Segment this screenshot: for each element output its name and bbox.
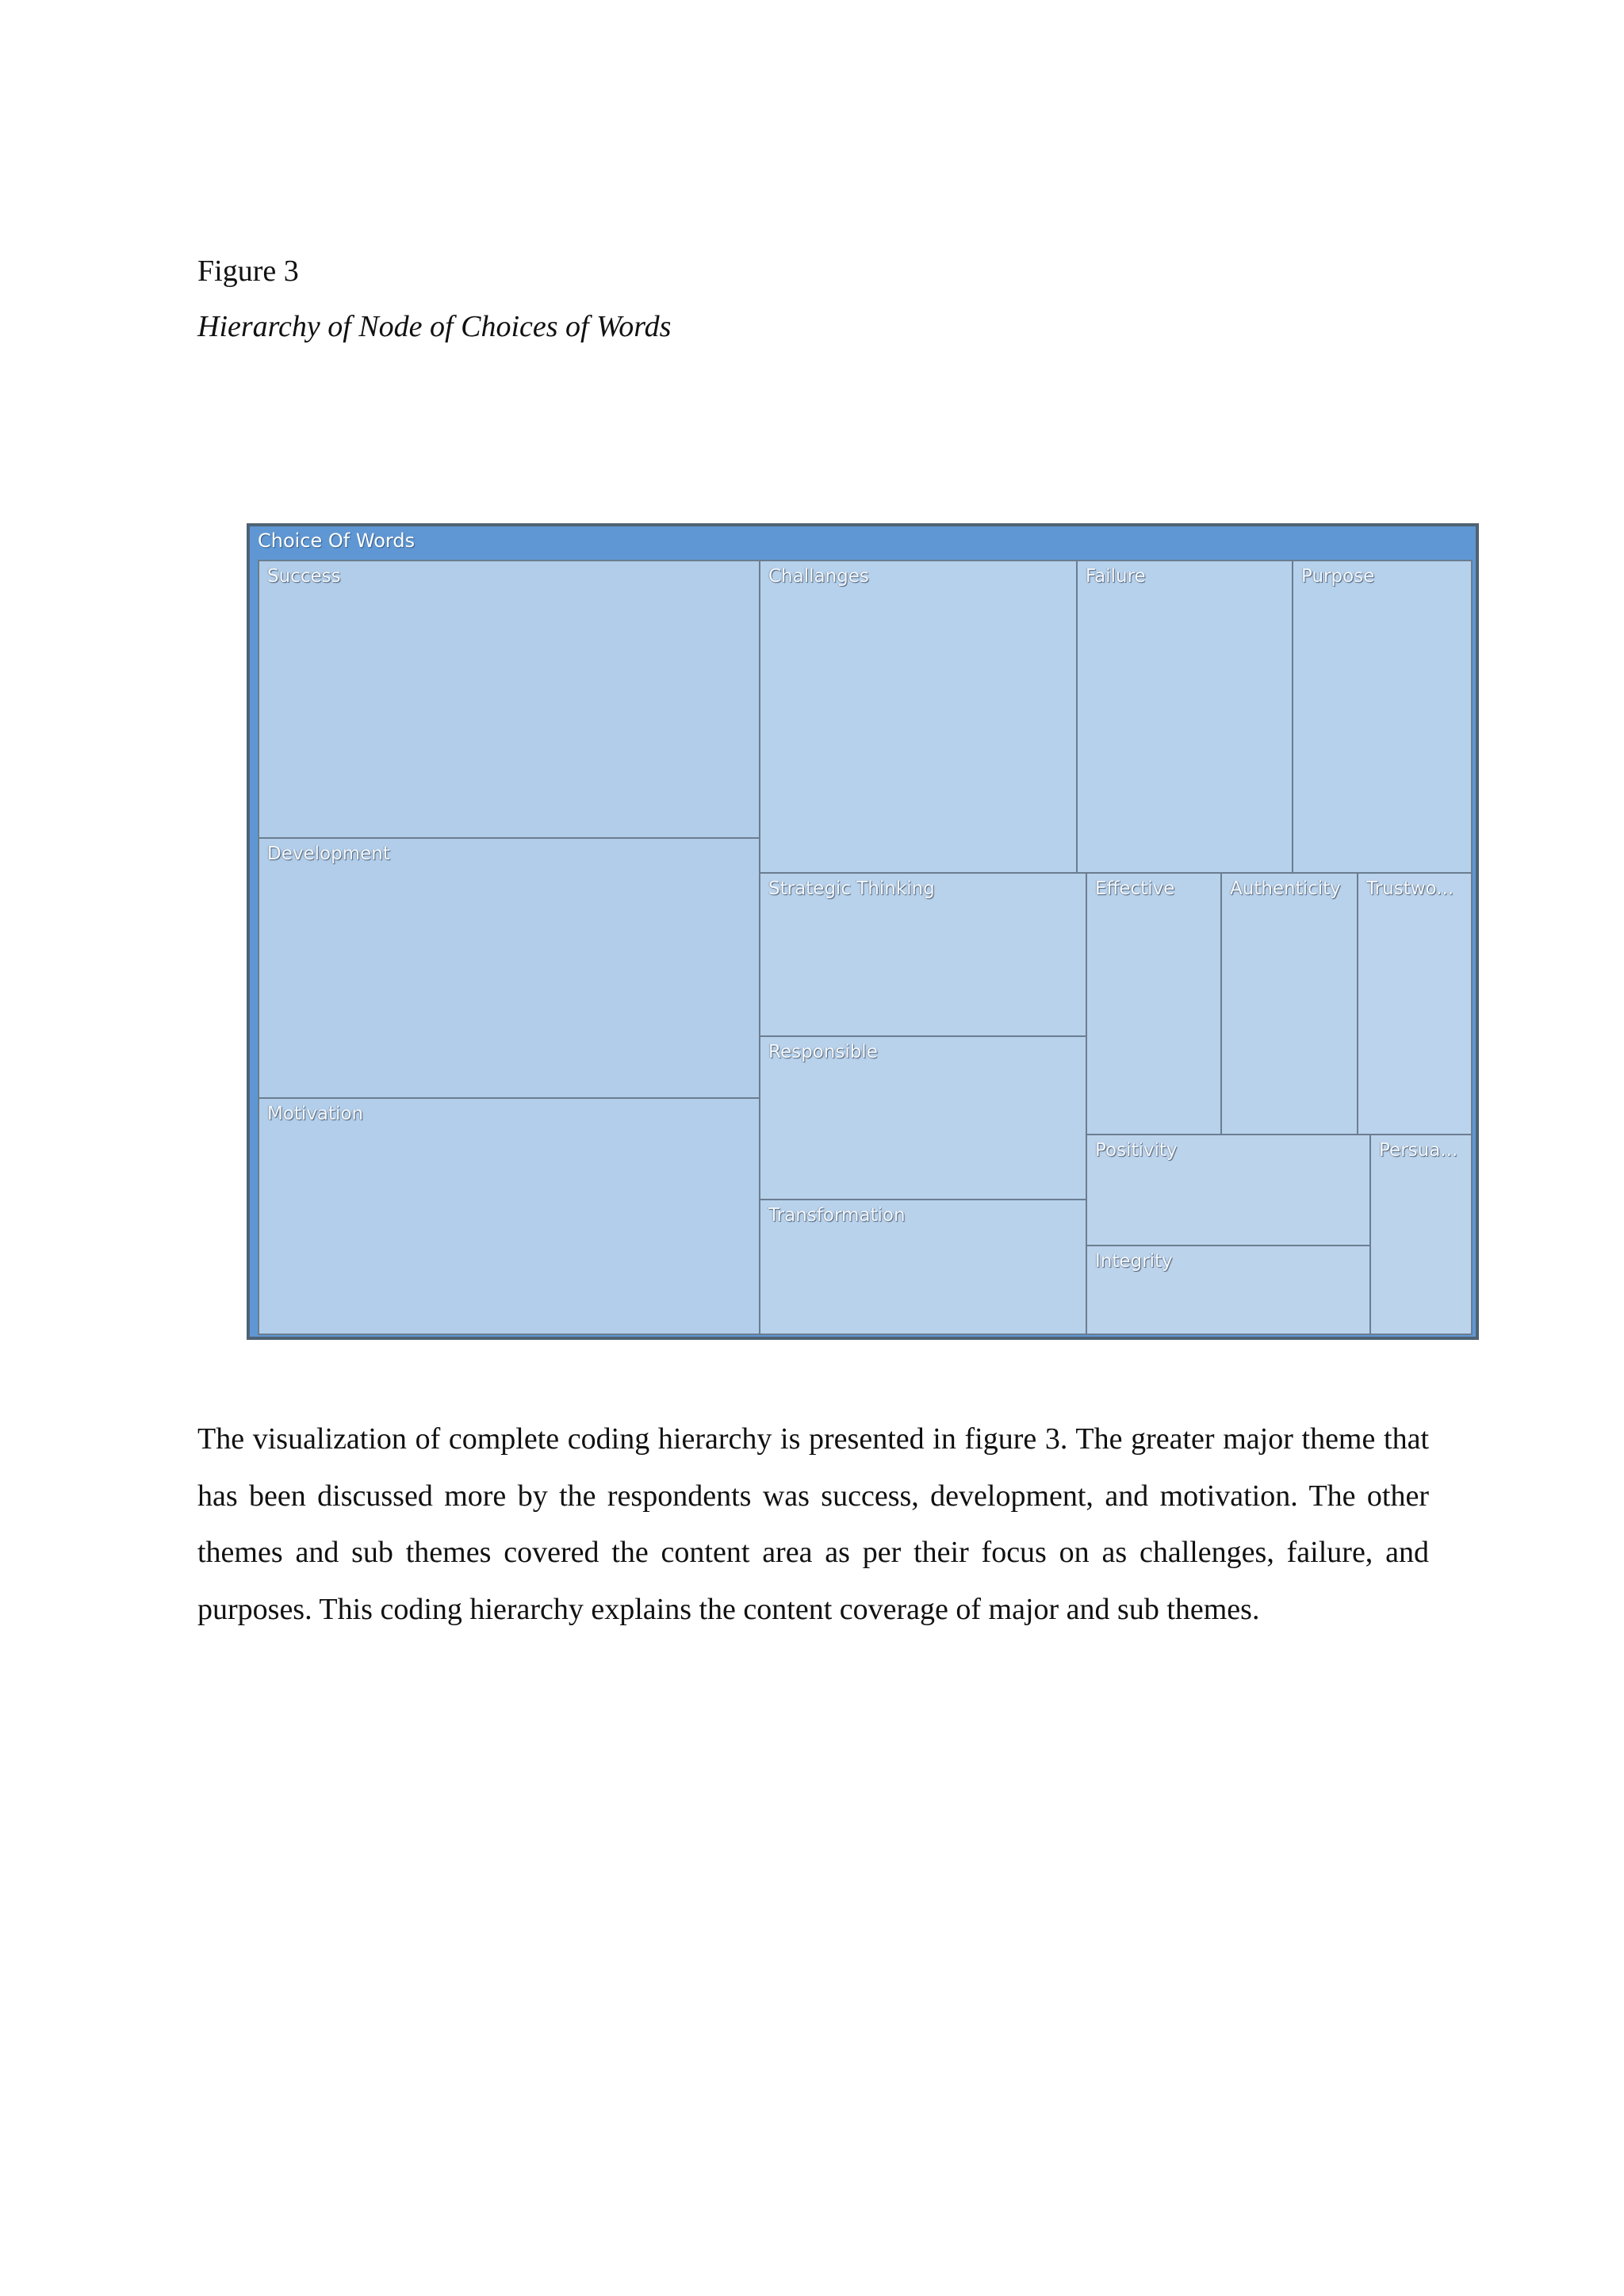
treemap-cell-label: Positivity xyxy=(1095,1140,1178,1161)
treemap-cell-purpose xyxy=(1292,560,1473,874)
treemap-cell-label: Effective xyxy=(1095,878,1175,899)
treemap-cell-label: Development xyxy=(267,844,390,864)
treemap-cell-failure xyxy=(1076,560,1293,874)
treemap-cell-success xyxy=(258,560,760,839)
treemap-cell-label: Trustwo... xyxy=(1366,878,1454,899)
body-paragraph: The visualization of complete coding hierarchy is presented in figure 3. The greater major theme that has been discussed more by the respondents was success, development, and motivation. The other themes and sub themes covered the content area as per their focus on as challenges, failure, and purposes. This coding hierarchy explains the content coverage of major and sub themes. xyxy=(197,1422,1429,1626)
treemap-cell-label: Failure xyxy=(1086,566,1146,587)
treemap-chart xyxy=(247,523,1479,1340)
treemap-cell-label: Authenticity xyxy=(1230,878,1341,899)
treemap-cell-transformation xyxy=(759,1199,1087,1335)
treemap-cell-positivity xyxy=(1086,1134,1371,1246)
treemap-cell-label: Persua... xyxy=(1379,1140,1458,1161)
treemap-cell-development xyxy=(258,837,760,1099)
treemap-cell-responsible xyxy=(759,1035,1087,1200)
treemap-cell-trustwo xyxy=(1357,872,1473,1135)
treemap-plot-area xyxy=(258,560,1473,1335)
figure-label: Figure 3 xyxy=(197,254,299,288)
treemap-cell-label: Integrity xyxy=(1095,1251,1173,1272)
treemap-cell-persua xyxy=(1369,1134,1473,1335)
treemap-cell-label: Motivation xyxy=(267,1104,364,1124)
treemap-cell-challanges xyxy=(759,560,1078,874)
treemap-cell-label: Success xyxy=(267,566,341,587)
treemap-cell-label: Transformation xyxy=(768,1205,906,1226)
treemap-cell-integrity xyxy=(1086,1245,1371,1335)
treemap-cell-authenticity xyxy=(1220,872,1358,1135)
treemap-cell-label: Responsible xyxy=(768,1042,878,1062)
figure-caption: Hierarchy of Node of Choices of Words xyxy=(197,310,672,343)
treemap-cell-motivation xyxy=(258,1097,760,1335)
treemap-cell-label: Purpose xyxy=(1301,566,1375,587)
treemap-title: Choice Of Words xyxy=(258,530,416,552)
treemap-cell-effective xyxy=(1086,872,1222,1135)
treemap-cell-strategic-thinking xyxy=(759,872,1087,1037)
treemap-cell-label: Strategic Thinking xyxy=(768,878,935,899)
treemap-cell-label: Challanges xyxy=(768,566,869,587)
